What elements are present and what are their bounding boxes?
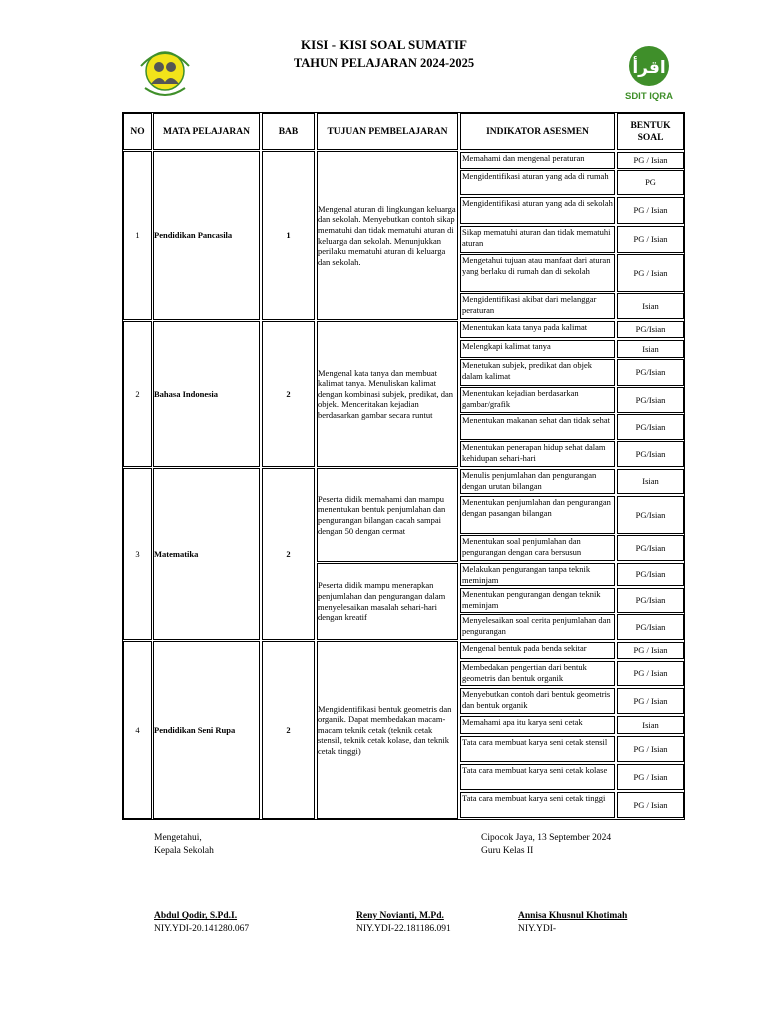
signature-teacher-1: [356, 910, 451, 936]
form-cell: PG / Isian: [617, 764, 684, 790]
col-header-indicators: INDIKATOR ASESMEN: [460, 113, 615, 150]
col-header-bab: BAB: [262, 113, 315, 150]
indicator-cell: Memahami dan mengenal peraturan: [460, 152, 615, 169]
form-cell: PG / Isian: [617, 642, 684, 659]
form-cell: PG / Isian: [617, 661, 684, 686]
col-header-subject: MATA PELAJARAN: [153, 113, 260, 150]
signatory-id: NIY.YDI-20.141280.067: [154, 924, 250, 934]
row-objective: Mengenal kata tanya dan membuat kalimat tanya. Menuliskan kalimat dengan kombinasi subjek, predikat, dan objek. Menceritakan kejadian berdasarkan gambar secara runtut: [317, 321, 458, 467]
form-cell: Isian: [617, 293, 684, 319]
row-bab: 1: [262, 151, 315, 320]
svg-text:SDIT IQRA: SDIT IQRA: [624, 91, 674, 102]
row-no: 1: [123, 151, 152, 320]
form-cell: PG / Isian: [617, 736, 684, 762]
signatory-id: NIY.YDI-: [518, 924, 557, 934]
row-no: 4: [123, 641, 152, 819]
row-no: 2: [123, 321, 152, 467]
form-cell: PG/Isian: [617, 441, 684, 467]
indicator-cell: Mengidentifikasi aturan yang ada di sekolah: [460, 197, 615, 224]
svg-text:اقرأ: اقرأ: [632, 58, 666, 78]
sdit-iqra-logo: [613, 42, 685, 104]
form-cell: Isian: [617, 340, 684, 358]
indicator-cell: Mengidentifikasi aturan yang ada di rumah: [460, 170, 615, 195]
row-subject: Pendidikan Pancasila: [153, 151, 260, 320]
teacher-title: Guru Kelas II: [481, 846, 534, 856]
indicator-cell: Memahami apa itu karya seni cetak: [460, 716, 615, 734]
indicator-cell: Menentukan pengurangan dengan teknik meminjam: [460, 588, 615, 613]
form-cell: PG/Isian: [617, 321, 684, 338]
indicator-cell: Menentukan makanan sehat dan tidak sehat: [460, 414, 615, 440]
row-objective: Mengidentifikasi bentuk geometris dan organik. Dapat membedakan macam-macam teknik cetak (teknik cetak stensil, teknik cetak kolase, dan teknik cetak tinggi): [317, 641, 458, 819]
signatory-name: Reny Novianti, M.Pd.: [356, 911, 444, 921]
form-cell: PG/Isian: [617, 359, 684, 386]
form-cell: PG/Isian: [617, 535, 684, 561]
indicator-cell: Sikap mematuhi aturan dan tidak mematuhi aturan: [460, 226, 615, 253]
place-date-block: [481, 832, 611, 858]
document-title: KISI - KISI SOAL SUMATIF: [301, 37, 467, 52]
indicator-cell: Menentukan kata tanya pada kalimat: [460, 321, 615, 338]
document-subtitle: TAHUN PELAJARAN 2024-2025: [293, 56, 475, 70]
signature-principal: [154, 910, 249, 936]
indicator-cell: Mengidentifikasi akibat dari melanggar peraturan: [460, 293, 615, 319]
row-subject: Bahasa Indonesia: [153, 321, 260, 467]
row-bab: 2: [262, 468, 315, 640]
indicator-cell: Tata cara membuat karya seni cetak tinggi: [460, 792, 615, 818]
col-header-objectives: TUJUAN PEMBELAJARAN: [317, 113, 458, 150]
indicator-cell: Menetukan subjek, predikat dan objek dalam kalimat: [460, 359, 615, 386]
acknowledgement-label: Mengetahui,: [154, 833, 202, 843]
signatory-name: Annisa Khusnul Khotimah: [518, 911, 628, 921]
form-cell: PG: [617, 170, 684, 195]
indicator-cell: Menentukan penerapan hidup sehat dalam kehidupan sehari-hari: [460, 441, 615, 467]
row-bab: 2: [262, 321, 315, 467]
indicator-cell: Tata cara membuat karya seni cetak kolase: [460, 764, 615, 790]
row-objective: Mengenal aturan di lingkungan keluarga dan sekolah. Menyebutkan contoh sikap mematuhi dan tidak mematuhi aturan di keluarga dan sekolah. Menunjukkan perilaku mematuhi aturan di keluarga dan sekolah.: [317, 151, 458, 320]
indicator-cell: Menulis penjumlahan dan pengurangan dengan urutan bilangan: [460, 469, 615, 494]
form-cell: PG / Isian: [617, 226, 684, 253]
row-bab: 2: [262, 641, 315, 819]
form-cell: PG / Isian: [617, 254, 684, 292]
indicator-cell: Menentukan soal penjumlahan dan pengurangan dengan cara bersusun: [460, 535, 615, 561]
form-cell: PG / Isian: [617, 197, 684, 224]
acknowledgement-block: [154, 832, 214, 858]
row-subject: Matematika: [153, 468, 260, 640]
indicator-cell: Menentukan kejadian berdasarkan gambar/grafik: [460, 387, 615, 413]
form-cell: Isian: [617, 716, 684, 734]
row-subject: Pendidikan Seni Rupa: [153, 641, 260, 819]
indicator-cell: Melakukan pengurangan tanpa teknik meminjam: [460, 563, 615, 586]
indicator-cell: Mengenal bentuk pada benda sekitar: [460, 642, 615, 659]
col-header-form: BENTUK SOAL: [617, 113, 684, 150]
place-date: Cipocok Jaya, 13 September 2024: [481, 833, 612, 843]
form-cell: PG/Isian: [617, 588, 684, 613]
form-cell: PG/Isian: [617, 563, 684, 586]
principal-title: Kepala Sekolah: [154, 846, 214, 856]
row-objective: Peserta didik memahami dan mampu menentukan bentuk penjumlahan dan pengurangan bilangan cacah sampai dengan 50 dengan cermat: [317, 468, 458, 562]
signatory-name: Abdul Qodir, S.Pd.I.: [154, 911, 238, 921]
form-cell: PG/Isian: [617, 614, 684, 640]
form-cell: Isian: [617, 469, 684, 494]
indicator-cell: Menentukan penjumlahan dan pengurangan dengan pasangan bilangan: [460, 496, 615, 534]
row-objective: Peserta didik mampu menerapkan penjumlahan dan pengurangan dalam menyelesaikan masalah sehari-hari dengan kreatif: [317, 563, 458, 640]
form-cell: PG/Isian: [617, 496, 684, 534]
indicator-cell: Tata cara membuat karya seni cetak stensil: [460, 736, 615, 762]
col-header-no: NO: [123, 113, 152, 150]
indicator-cell: Mengetahui tujuan atau manfaat dari aturan yang berlaku di rumah dan di sekolah: [460, 254, 615, 292]
form-cell: PG / Isian: [617, 688, 684, 714]
form-cell: PG/Isian: [617, 414, 684, 440]
form-cell: PG / Isian: [617, 152, 684, 169]
form-cell: PG / Isian: [617, 792, 684, 818]
signature-teacher-2: [518, 910, 627, 936]
indicator-cell: Menyelesaikan soal cerita penjumlahan dan pengurangan: [460, 614, 615, 640]
row-no: 3: [123, 468, 152, 640]
indicator-cell: Menyebutkan contoh dari bentuk geometris dan bentuk organik: [460, 688, 615, 714]
indicator-cell: Melengkapi kalimat tanya: [460, 340, 615, 358]
indicator-cell: Membedakan pengertian dari bentuk geometris dan bentuk organik: [460, 661, 615, 686]
form-cell: PG/Isian: [617, 387, 684, 413]
signatory-id: NIY.YDI-22.181186.091: [356, 924, 451, 934]
